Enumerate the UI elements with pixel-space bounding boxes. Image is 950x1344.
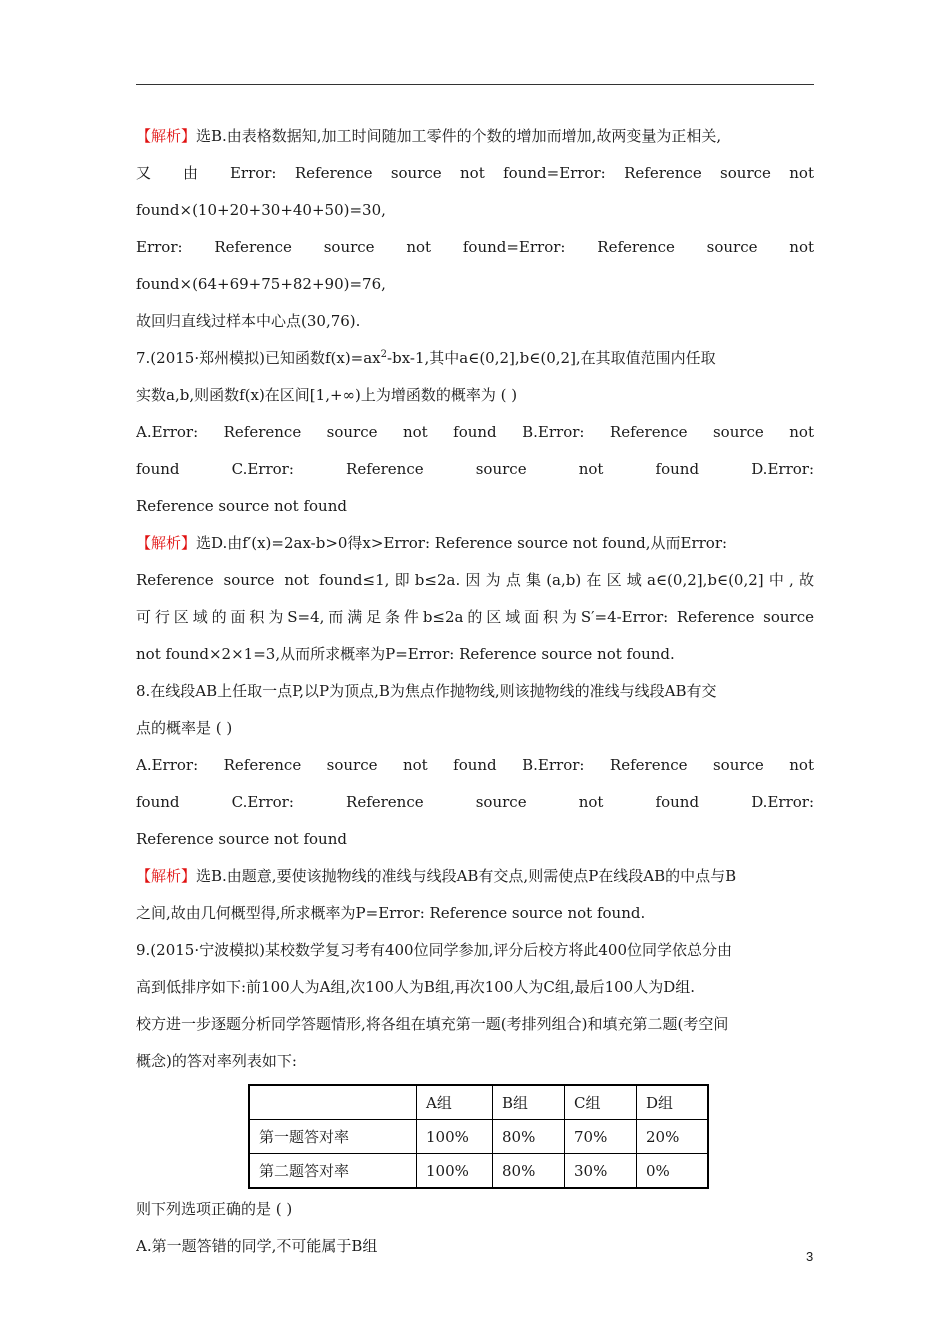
analysis-tag: 【解析】	[136, 534, 197, 552]
table-cell	[249, 1085, 417, 1120]
solution-line	[136, 525, 814, 562]
text: -bx-1,其中a∈(0,2],b∈(0,2],在其取值范围内任取	[387, 349, 716, 367]
text: 选B.由表格数据知,加工时间随加工零件的个数的增加而增加,故两变量为正相关,	[196, 127, 722, 145]
table-cell: 80%	[493, 1154, 565, 1189]
analysis-tag: 【解析】	[136, 867, 197, 885]
text: 选D.由f′(x)=2ax-b>0得x>Error: Reference source not found,从而Error:	[196, 534, 728, 552]
table-cell: 100%	[417, 1120, 493, 1154]
option-line: Reference source not found	[136, 830, 347, 848]
text-line: 点的概率是 ( )	[136, 719, 233, 737]
table-header-row	[249, 1085, 708, 1120]
table-cell: 20%	[637, 1120, 709, 1154]
text-line: found×(10+20+30+40+50)=30,	[136, 201, 386, 219]
option-line: A.Error: Reference source not found B.Error: Reference source not	[136, 423, 814, 441]
table-cell: 第一题答对率	[249, 1120, 417, 1154]
page-content	[136, 118, 814, 1265]
question-7	[136, 340, 814, 377]
text-line: 高到低排序如下:前100人为A组,次100人为B组,再次100人为C组,最后100人为D组.	[136, 978, 696, 996]
text-line: 可行区域的面积为S=4,而满足条件b≤2a的区域面积为S′=4-Error: Reference source	[136, 608, 814, 626]
text-line: 则下列选项正确的是 ( )	[136, 1200, 293, 1218]
answer-rate-table	[248, 1084, 709, 1189]
text: 选B.由题意,要使该抛物线的准线与线段AB有交点,则需使点P在线段AB的中点与B	[196, 867, 737, 885]
option-line: found C.Error: Reference source not found D.Error:	[136, 460, 814, 478]
table-row	[249, 1120, 708, 1154]
text-line: 又 由 Error: Reference source not found=Error: Reference source not	[136, 164, 814, 182]
solution-line	[136, 118, 814, 155]
solution-line	[136, 858, 814, 895]
analysis-tag: 【解析】	[136, 127, 197, 145]
table-cell: D组	[637, 1085, 709, 1120]
text-line: found×(64+69+75+82+90)=76,	[136, 275, 386, 293]
table-cell: 30%	[565, 1154, 637, 1189]
text-line: 校方进一步逐题分析同学答题情形,将各组在填充第一题(考排列组合)和填充第二题(考空间	[136, 1015, 729, 1033]
text-line: 实数a,b,则函数f(x)在区间[1,+∞)上为增函数的概率为 ( )	[136, 386, 518, 404]
table-cell: C组	[565, 1085, 637, 1120]
table-cell: A组	[417, 1085, 493, 1120]
table-cell: 70%	[565, 1120, 637, 1154]
option-line: A.第一题答错的同学,不可能属于B组	[136, 1237, 378, 1255]
text-line: Reference source not found≤1,即b≤2a.因为点集(a,b)在区域a∈(0,2],b∈(0,2]中,故	[136, 571, 814, 589]
table-cell: 0%	[637, 1154, 709, 1189]
superscript: 2	[380, 349, 388, 360]
table-cell: 80%	[493, 1120, 565, 1154]
option-line: A.Error: Reference source not found B.Error: Reference source not	[136, 756, 814, 774]
text-line: Error: Reference source not found=Error: Reference source not	[136, 238, 814, 256]
table-cell: 100%	[417, 1154, 493, 1189]
header-rule	[136, 84, 814, 85]
text-line: 概念)的答对率列表如下:	[136, 1052, 297, 1070]
table-cell: B组	[493, 1085, 565, 1120]
question-9: 9.(2015·宁波模拟)某校数学复习考有400位同学参加,评分后校方将此400位同学依总分由	[136, 941, 732, 959]
question-8: 8.在线段AB上任取一点P,以P为顶点,B为焦点作抛物线,则该抛物线的准线与线段AB有交	[136, 682, 717, 700]
text: 7.(2015·郑州模拟)已知函数f(x)=ax	[136, 349, 381, 367]
table-row	[249, 1154, 708, 1189]
option-line: Reference source not found	[136, 497, 347, 515]
text-line: 故回归直线过样本中心点(30,76).	[136, 312, 361, 330]
table-cell: 第二题答对率	[249, 1154, 417, 1189]
text-line: 之间,故由几何概型得,所求概率为P=Error: Reference source not found.	[136, 904, 646, 922]
page-number: 3	[806, 1249, 814, 1264]
text-line: not found×2×1=3,从而所求概率为P=Error: Reference source not found.	[136, 645, 675, 663]
option-line: found C.Error: Reference source not found D.Error:	[136, 793, 814, 811]
